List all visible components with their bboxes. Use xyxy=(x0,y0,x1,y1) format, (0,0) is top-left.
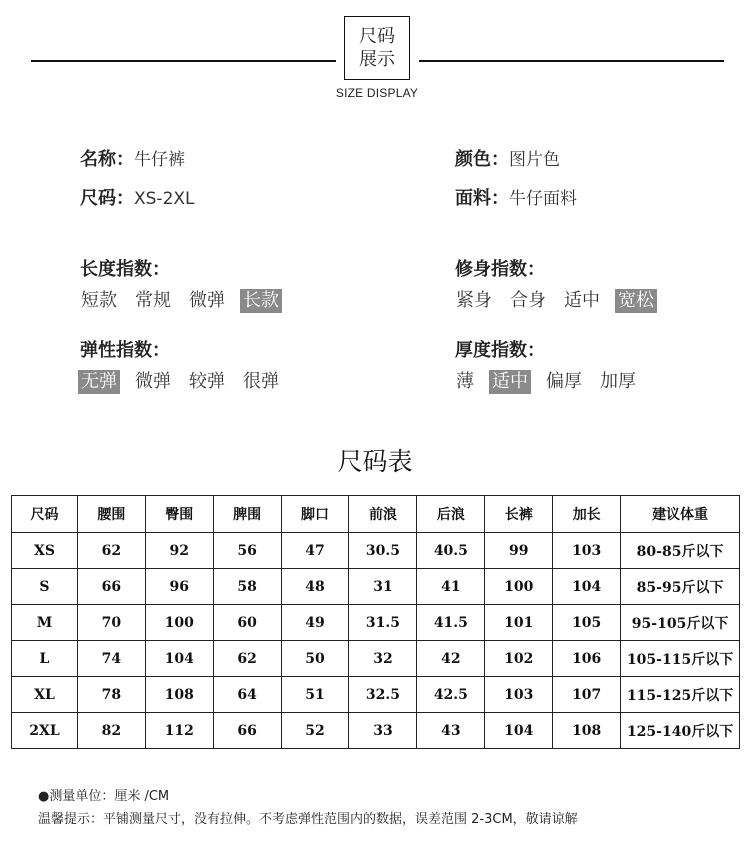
warm-tip-note: 温馨提示：平铺测量尺寸，没有拉伸。不考虑弹性范围内的数据，误差范围 2-3CM，敬请谅解 xyxy=(38,812,578,827)
fit-index-label: 修身指数： xyxy=(455,259,545,280)
table-cell: 99 xyxy=(485,533,553,569)
table-cell: 41 xyxy=(417,569,485,605)
table-row xyxy=(12,605,740,641)
table-cell: 62 xyxy=(77,533,145,569)
fit-index-options xyxy=(453,289,669,313)
table-cell: 58 xyxy=(213,569,281,605)
table-cell: 80-85斤以下 xyxy=(621,533,740,569)
info-size-value: XS-2XL xyxy=(134,189,195,209)
info-fabric xyxy=(455,184,577,210)
table-cell: 101 xyxy=(485,605,553,641)
info-color-label: 颜色： xyxy=(455,149,509,170)
table-cell: 104 xyxy=(553,569,621,605)
header-thigh: 脾围 xyxy=(213,496,281,533)
table-cell: L xyxy=(12,641,78,677)
table-cell: XL xyxy=(12,677,78,713)
table-row xyxy=(12,569,740,605)
table-cell: XS xyxy=(12,533,78,569)
table-cell: 41.5 xyxy=(417,605,485,641)
thickness-option-extra-thick: 加厚 xyxy=(600,371,636,392)
table-cell: 102 xyxy=(485,641,553,677)
table-cell: 96 xyxy=(145,569,213,605)
table-cell: 100 xyxy=(485,569,553,605)
table-cell: 47 xyxy=(281,533,349,569)
table-row xyxy=(12,677,740,713)
info-size xyxy=(80,184,195,210)
info-color-value: 图片色 xyxy=(509,150,560,170)
elasticity-option-high: 很弹 xyxy=(243,371,279,392)
table-cell: 70 xyxy=(77,605,145,641)
info-fabric-value: 牛仔面料 xyxy=(509,189,577,209)
divider-left xyxy=(31,60,336,62)
header-title-line1: 尺码 xyxy=(359,26,395,47)
table-cell: 62 xyxy=(213,641,281,677)
header-pants-length: 长裤 xyxy=(485,496,553,533)
fit-option-loose: 宽松 xyxy=(615,289,657,313)
table-cell: 56 xyxy=(213,533,281,569)
fit-option-tight: 紧身 xyxy=(456,290,492,311)
table-cell: 2XL xyxy=(12,713,78,749)
table-row xyxy=(12,713,740,749)
table-cell: 43 xyxy=(417,713,485,749)
table-cell: 112 xyxy=(145,713,213,749)
table-cell: 33 xyxy=(349,713,417,749)
table-cell: 66 xyxy=(77,569,145,605)
header-leg-opening: 脚口 xyxy=(281,496,349,533)
table-cell: 82 xyxy=(77,713,145,749)
divider-right xyxy=(419,60,724,62)
table-cell: 74 xyxy=(77,641,145,677)
elasticity-index-label: 弹性指数： xyxy=(80,340,170,361)
table-cell: 32.5 xyxy=(349,677,417,713)
length-option-slight: 微弹 xyxy=(189,290,225,311)
header-title-box xyxy=(344,16,410,80)
table-cell: 105 xyxy=(553,605,621,641)
table-cell: 66 xyxy=(213,713,281,749)
header-waist: 腰围 xyxy=(77,496,145,533)
fit-option-fitted: 合身 xyxy=(510,290,546,311)
table-cell: 95-105斤以下 xyxy=(621,605,740,641)
table-cell: 107 xyxy=(553,677,621,713)
size-table-title: 尺码表 xyxy=(337,447,413,476)
info-name-label: 名称： xyxy=(80,149,134,170)
length-option-regular: 常规 xyxy=(135,290,171,311)
header-title-line2: 展示 xyxy=(359,49,395,70)
table-cell: M xyxy=(12,605,78,641)
table-cell: 42.5 xyxy=(417,677,485,713)
elasticity-option-none: 无弹 xyxy=(78,370,120,394)
table-cell: 108 xyxy=(145,677,213,713)
table-cell: 104 xyxy=(485,713,553,749)
thickness-option-moderate: 适中 xyxy=(489,370,531,394)
length-option-long: 长款 xyxy=(240,289,282,313)
header-front-rise: 前浪 xyxy=(349,496,417,533)
header-size: 尺码 xyxy=(12,496,78,533)
info-color xyxy=(455,145,560,171)
table-cell: S xyxy=(12,569,78,605)
info-name xyxy=(80,145,185,171)
table-cell: 64 xyxy=(213,677,281,713)
table-cell: 31.5 xyxy=(349,605,417,641)
thickness-index-options xyxy=(453,370,651,394)
table-cell: 105-115斤以下 xyxy=(621,641,740,677)
length-option-short: 短款 xyxy=(81,290,117,311)
thickness-index-label: 厚度指数： xyxy=(455,340,545,361)
header-extended-length: 加长 xyxy=(553,496,621,533)
table-cell: 50 xyxy=(281,641,349,677)
table-cell: 60 xyxy=(213,605,281,641)
table-cell: 108 xyxy=(553,713,621,749)
elasticity-option-moderate: 较弹 xyxy=(189,371,225,392)
size-table xyxy=(11,495,740,749)
header-back-rise: 后浪 xyxy=(417,496,485,533)
thickness-option-thick: 偏厚 xyxy=(546,371,582,392)
table-cell: 115-125斤以下 xyxy=(621,677,740,713)
thickness-option-thin: 薄 xyxy=(456,371,474,392)
info-name-value: 牛仔裤 xyxy=(134,150,185,170)
elasticity-option-slight: 微弹 xyxy=(135,371,171,392)
table-cell: 49 xyxy=(281,605,349,641)
table-cell: 30.5 xyxy=(349,533,417,569)
table-cell: 103 xyxy=(553,533,621,569)
table-cell: 125-140斤以下 xyxy=(621,713,740,749)
table-cell: 32 xyxy=(349,641,417,677)
table-cell: 40.5 xyxy=(417,533,485,569)
table-cell: 85-95斤以下 xyxy=(621,569,740,605)
table-cell: 51 xyxy=(281,677,349,713)
table-cell: 78 xyxy=(77,677,145,713)
length-index-label: 长度指数： xyxy=(80,259,170,280)
header-subtitle: SIZE DISPLAY xyxy=(335,86,419,100)
length-index-options xyxy=(78,289,294,313)
info-size-label: 尺码： xyxy=(80,188,134,209)
table-cell: 92 xyxy=(145,533,213,569)
measurement-unit-note: ●测量单位：厘米 /CM xyxy=(38,789,170,804)
header-suggested-weight: 建议体重 xyxy=(621,496,740,533)
table-cell: 104 xyxy=(145,641,213,677)
table-cell: 48 xyxy=(281,569,349,605)
size-table-header-row xyxy=(12,496,740,533)
table-cell: 106 xyxy=(553,641,621,677)
elasticity-index-options xyxy=(78,370,294,394)
fit-option-moderate: 适中 xyxy=(564,290,600,311)
table-row xyxy=(12,641,740,677)
table-row xyxy=(12,533,740,569)
table-cell: 42 xyxy=(417,641,485,677)
info-fabric-label: 面料： xyxy=(455,188,509,209)
table-cell: 103 xyxy=(485,677,553,713)
header-hip: 臀围 xyxy=(145,496,213,533)
table-cell: 52 xyxy=(281,713,349,749)
table-cell: 100 xyxy=(145,605,213,641)
table-cell: 31 xyxy=(349,569,417,605)
